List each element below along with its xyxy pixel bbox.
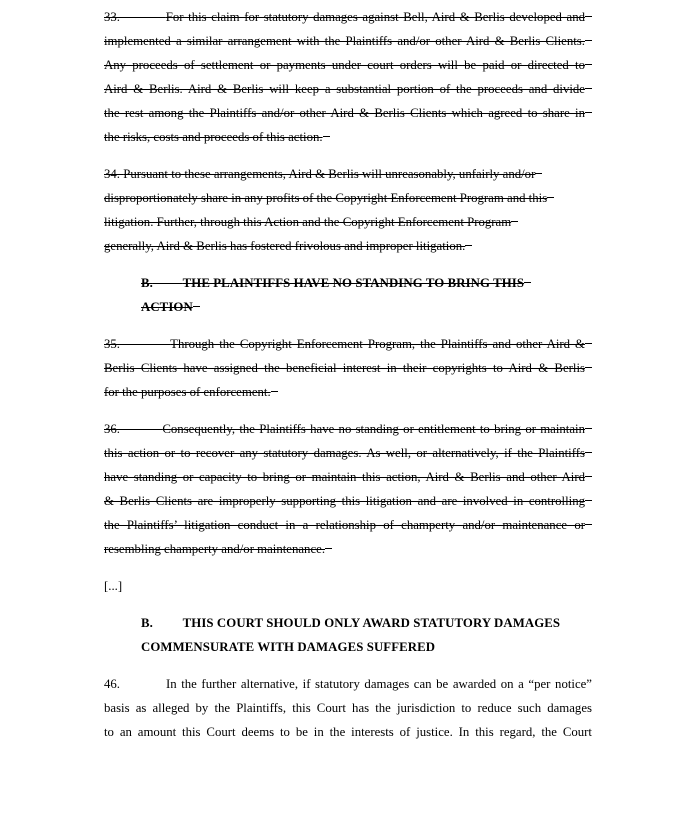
line-text: litigation. Further, through this Action and the Copyright Enforcement Program — [104, 215, 512, 229]
strikethrough-extension — [585, 500, 592, 505]
line-text: basis as alleged by the Plaintiffs, this Court has the jurisdiction to reduce such damages — [104, 701, 592, 715]
line-text: Pursuant to these arrangements, Aird & Berlis will unreasonably, unfairly and/or — [123, 167, 536, 181]
text-line — [104, 234, 592, 258]
heading-letter: B. — [141, 616, 153, 630]
tab-space — [120, 422, 162, 436]
strikethrough-extension — [585, 112, 592, 117]
line-text: this action or to recover any statutory damages. As well, or alternatively, if the Plaintiffs — [104, 446, 585, 460]
text-line — [141, 271, 592, 295]
strikethrough-extension — [585, 64, 592, 69]
strikethrough-extension — [585, 524, 592, 529]
strikethrough-extension — [535, 173, 542, 178]
line-text: the risks, costs and proceeds of this action. — [104, 130, 323, 144]
line-text: the Plaintiffs’ litigation conduct in a relationship of champerty and/or maintenance or — [104, 518, 585, 532]
strikethrough-extension — [585, 428, 592, 433]
paragraph-number: 34. — [104, 167, 120, 181]
strikethrough-extension — [585, 343, 592, 348]
text-line — [104, 5, 592, 29]
strikethrough-extension — [585, 88, 592, 93]
text-line — [104, 574, 592, 598]
text-line — [141, 635, 592, 659]
paragraph-36 — [104, 417, 592, 561]
text-line — [141, 611, 592, 635]
paragraph-number: 36. — [104, 422, 120, 436]
line-text: For this claim for statutory damages against Bell, Aird & Berlis developed and — [165, 10, 585, 24]
text-line — [104, 489, 592, 513]
paragraph-number: 35. — [104, 337, 120, 351]
line-text: Through the Copyright Enforcement Program, the Plaintiffs and other Aird & — [170, 337, 585, 351]
line-text: In the further alternative, if statutory damages can be awarded on a “per notice” — [165, 677, 592, 691]
line-text: THIS COURT SHOULD ONLY AWARD STATUTORY DAMAGES — [182, 616, 561, 630]
text-line — [104, 125, 592, 149]
heading-letter: B. — [141, 276, 153, 290]
tab-space — [153, 616, 183, 630]
text-line — [104, 210, 592, 234]
line-text: to an amount this Court deems to be in the interests of justice. In this regard, the Court — [104, 725, 592, 739]
paragraph-number: 33. — [104, 10, 120, 24]
text-line — [104, 356, 592, 380]
tab-space — [120, 677, 166, 691]
line-text: & Berlis Clients are improperly supporting this litigation and are involved in controlling — [104, 494, 585, 508]
line-text: for the purposes of enforcement. — [104, 385, 271, 399]
strikethrough-extension — [271, 391, 278, 396]
strikethrough-extension — [193, 306, 200, 311]
strikethrough-extension — [465, 245, 472, 250]
text-line — [104, 696, 592, 720]
text-line — [104, 513, 592, 537]
text-line — [104, 465, 592, 489]
line-text: Berlis Clients have assigned the beneficial interest in their copyrights to Aird & Berlis — [104, 361, 585, 375]
text-line — [104, 53, 592, 77]
line-text: implemented a similar arrangement with the Plaintiffs and/or other Aird & Berlis Clients. — [104, 34, 585, 48]
line-text: generally, Aird & Berlis has fostered frivolous and improper litigation. — [104, 239, 466, 253]
strikethrough-extension — [585, 452, 592, 457]
tab-space — [153, 276, 183, 290]
text-line — [104, 162, 592, 186]
text-line — [141, 295, 592, 319]
line-text: [...] — [104, 579, 123, 593]
text-line — [104, 672, 592, 696]
text-line — [104, 380, 592, 404]
strikethrough-extension — [585, 40, 592, 45]
line-text: Consequently, the Plaintiffs have no standing or entitlement to bring or maintain — [162, 422, 585, 436]
line-text: Aird & Berlis. Aird & Berlis will keep a substantial portion of the proceeds and divide — [104, 82, 585, 96]
paragraph-34 — [104, 162, 592, 258]
tab-space — [120, 337, 170, 351]
paragraph-35 — [104, 332, 592, 404]
strikethrough-extension — [511, 221, 518, 226]
text-line — [104, 441, 592, 465]
omitted-text-marker — [104, 574, 592, 598]
text-line — [104, 417, 592, 441]
text-line — [104, 77, 592, 101]
paragraph-46 — [104, 672, 592, 744]
strikethrough-extension — [547, 197, 554, 202]
text-line — [104, 29, 592, 53]
tab-space — [120, 10, 166, 24]
line-text: ACTION — [141, 300, 193, 314]
text-line — [104, 332, 592, 356]
text-line — [104, 720, 592, 744]
strikethrough-extension — [585, 476, 592, 481]
strikethrough-extension — [585, 367, 592, 372]
line-text: the rest among the Plaintiffs and/or other Aird & Berlis Clients which agreed to share in — [104, 106, 585, 120]
text-line — [104, 537, 592, 561]
heading-b — [141, 611, 592, 659]
strikethrough-extension — [585, 16, 592, 21]
line-text: resembling champerty and/or maintenance. — [104, 542, 326, 556]
paragraph-33 — [104, 5, 592, 149]
strikethrough-extension — [524, 282, 531, 287]
heading-b — [141, 271, 592, 319]
paragraph-number: 46. — [104, 677, 120, 691]
strikethrough-extension — [325, 548, 332, 553]
line-text: disproportionately share in any profits of the Copyright Enforcement Program and this — [104, 191, 548, 205]
line-text: COMMENSURATE WITH DAMAGES SUFFERED — [141, 640, 436, 654]
line-text: Any proceeds of settlement or payments under court orders will be paid or directed to — [104, 58, 585, 72]
line-text: have standing or capacity to bring or maintain this action, Aird & Berlis and other Aird — [104, 470, 585, 484]
document-body — [104, 5, 592, 757]
text-line — [104, 101, 592, 125]
strikethrough-extension — [323, 136, 330, 141]
text-line — [104, 186, 592, 210]
line-text: THE PLAINTIFFS HAVE NO STANDING TO BRING THIS — [182, 276, 525, 290]
